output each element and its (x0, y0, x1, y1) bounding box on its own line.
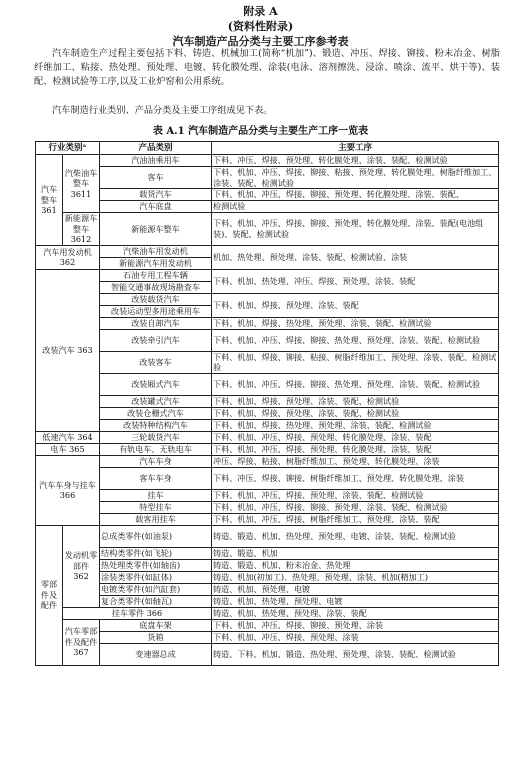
table-row (36, 443, 499, 455)
table-row (36, 431, 499, 443)
process-cell: 机加、热处理、预处理、涂装、装配、检测试验、涂装 (212, 245, 499, 269)
table-row (36, 245, 499, 257)
table-row (36, 269, 499, 281)
table-row (36, 631, 499, 643)
appendix-heading: 汽车制造产品分类与主要工序参考表 (172, 35, 349, 48)
product-cell: 热处理类零件(如轴齿) (100, 559, 212, 571)
process-cell: 下料、机加、冲压、焊接、预处理、涂装、装配、检测试验 (212, 489, 499, 501)
product-cell: 改装罐式汽车 (100, 395, 212, 407)
process-cell: 下料、机加、冲压、焊接、铆接、热处理、预处理、涂装、装配、检测试验 (212, 329, 499, 351)
process-cell: 下料、机加、冲压、焊接、铆接、预处理、涂装、装配、检测试验 (212, 501, 499, 513)
category-electric: 电车 365 (36, 443, 100, 455)
process-cell: 下料、机加、冲压、焊接、铆接、预处理、涂装 (212, 619, 499, 631)
product-cell: 新能源车整车 (100, 213, 212, 246)
process-cell: 下料、机加、冲压、焊接、铆接、预处理、转化膜处理、涂装、装配(电池组装)、装配、检测试验 (212, 213, 499, 246)
table-row (36, 213, 499, 239)
product-cell: 电镀类零件(如汽缸套) (100, 583, 212, 595)
process-cell: 下料、机加、冲压、焊接、预处理、涂装 (212, 631, 499, 643)
process-cell: 铸造、机加、预处理、电镀 (212, 583, 499, 595)
product-cell: 底盘车架 (100, 619, 212, 631)
process-cell: 下料、机加、冲压、焊接、树脂纤维加工、预处理、涂装、装配 (212, 513, 499, 525)
table-row (36, 155, 499, 167)
process-cell: 下料、机加、焊接、预处理、涂装、装配、检测试验 (212, 395, 499, 407)
table-row (36, 467, 499, 489)
appendix-subtitle: (资料性附录) (227, 20, 294, 33)
product-cell: 改装牵引汽车 (100, 329, 212, 351)
table-row (36, 395, 499, 407)
table-caption: 表 A.1 汽车制造产品分类与主要生产工序一览表 (152, 126, 369, 137)
process-cell: 下料、机加、焊接、铆接、粘接、树脂纤维加工、预处理、涂装、装配、检测试验 (212, 351, 499, 373)
process-cell: 铸造、机加(初加工)、热处理、预处理、涂装、机加(精加工) (212, 571, 499, 583)
table-row (36, 583, 499, 595)
process-cell: 铸造、下料、机加、锻造、热处理、预处理、涂装、装配、检测试验 (212, 643, 499, 665)
product-cell: 特型挂车 (100, 501, 212, 513)
process-cell: 铸造、机加、热处理、预处理、电镀 (212, 595, 499, 607)
table-row (36, 317, 499, 329)
product-cell: 改装运动型多用途乘用车 (100, 305, 212, 317)
header-product: 产品类别 (100, 142, 212, 155)
process-cell: 冲压、焊接、粘接、树脂纤维加工、预处理、转化膜处理、涂装 (212, 455, 499, 467)
product-cell: 智能交通事故现场勘查车 (100, 281, 212, 293)
process-cell: 下料、机加、焊接、热处理、预处理、涂装、装配、检测试验 (212, 419, 499, 431)
product-cell: 客车车身 (100, 467, 212, 489)
product-cell: 汽柴油车用发动机 (100, 245, 212, 257)
table-row (36, 501, 499, 513)
process-cell: 下料、冲压、焊接、铆接、树脂纤维加工、预处理、转化膜处理、涂装 (212, 467, 499, 489)
table-row (36, 419, 499, 431)
process-cell: 下料、机加、冲压、焊接、铆接、热处理、预处理、涂装、装配、检测试验 (212, 373, 499, 395)
process-cell: 下料、机加、焊接、热处理、预处理、涂装、装配、检测试验 (212, 317, 499, 329)
subcategory-nev: 新能源车整车 3612 (63, 213, 100, 246)
header-industry: 行业类别ᵃ (36, 142, 100, 155)
process-cell: 铸造、机加、热处理、预处理、涂装、装配 (212, 607, 499, 619)
product-cell: 改装特种结构汽车 (100, 419, 212, 431)
product-cell: 新能源汽车用发动机 (100, 257, 212, 269)
process-cell: 检测试验 (212, 201, 499, 213)
product-cell: 石油专用工程车辆 (100, 269, 212, 281)
table-row (36, 201, 499, 213)
category-low-speed: 低速汽车 364 (36, 431, 100, 443)
process-cell: 下料、机加、冲压、焊接、铆接、预处理、转化膜处理、涂装、装配、 (212, 189, 499, 201)
product-cell: 结构类零件(如飞轮) (100, 547, 212, 559)
product-cell: 改装仓栅式汽车 (100, 407, 212, 419)
process-cell: 下料、机加、冲压、焊接、预处理、转化膜处理、涂装、装配 (212, 443, 499, 455)
table-row (36, 189, 499, 201)
product-cell: 有轨电车、无轨电车 (100, 443, 212, 455)
table-row (36, 351, 499, 373)
table-row (36, 167, 499, 189)
product-cell: 载客用挂车 (100, 513, 212, 525)
subcategory-fuel: 汽柴油车整车 3611 (63, 155, 100, 213)
process-cell: 下料、机加、焊接、预处理、涂装、装配、检测试验 (212, 407, 499, 419)
intro-paragraph: 汽车制造生产过程主要包括下料、铸造、机械加工(简称“机加”)、锻造、冲压、焊接、铆接、粉末冶金、树脂纤维加工、粘接、热处理、预处理、电镀、转化膜处理、涂装(电泳、溶剂擦洗、浸涂、喷涂、流平、烘干等)、装配、检测试验等工序,以及工业炉窑和公用系统。 (34, 48, 500, 87)
header-process: 主要工序 (212, 142, 499, 155)
product-cell: 三轮载货汽车 (100, 431, 212, 443)
table-row (36, 525, 499, 547)
table-row (36, 607, 499, 619)
table-row (36, 547, 499, 559)
product-cell: 改装客车 (100, 351, 212, 373)
table-row (36, 489, 499, 501)
product-cell: 汽车车身 (100, 455, 212, 467)
process-cell: 下料、冲压、焊接、预处理、转化膜处理、涂装、装配、检测试验 (212, 155, 499, 167)
product-cell: 改装自卸汽车 (100, 317, 212, 329)
table-row (36, 595, 499, 607)
process-cell: 下料、机加、冲压、焊接、铆接、粘接、预处理、转化膜处理、树脂纤维加工、涂装、装配、检测试验 (212, 167, 499, 189)
subcategory-engine-parts: 发动机零部件 362 (63, 525, 100, 607)
product-cell: 载货汽车 (100, 189, 212, 201)
product-cell: 挂车零件 366 (63, 607, 212, 619)
process-cell: 下料、机加、焊接、预处理、涂装、装配 (212, 293, 499, 317)
process-cell: 铸造、锻造、机加 (212, 547, 499, 559)
process-cell: 下料、机加、冲压、焊接、预处理、转化膜处理、涂装、装配 (212, 431, 499, 443)
appendix-title: 附录 A (243, 5, 278, 18)
table-row (36, 407, 499, 419)
product-cell: 货箱 (100, 631, 212, 643)
table-row (36, 293, 499, 305)
category-engine: 汽车用发动机 362 (36, 245, 100, 269)
process-cell: 铸造、锻造、机加、粉末冶金、热处理 (212, 559, 499, 571)
table-row (36, 571, 499, 583)
category-parts: 零部件及配件 (36, 525, 63, 665)
table-row (36, 559, 499, 571)
product-cell: 复合类零件(如轴瓦) (100, 595, 212, 607)
product-cell: 挂车 (100, 489, 212, 501)
table-row (36, 513, 499, 525)
product-cell: 总成类零件(如油泵) (100, 525, 212, 547)
process-cell: 铸造、锻造、机加、热处理、预处理、电镀、涂装、装配、检测试验 (212, 525, 499, 547)
table-row (36, 455, 499, 467)
category-body-trailer: 汽车车身与挂车 366 (36, 455, 100, 525)
process-cell: 下料、机加、热处理、冲压、焊接、预处理、涂装、装配 (212, 269, 499, 293)
product-cell: 客车 (100, 167, 212, 189)
product-cell: 汽车底盘 (100, 201, 212, 213)
subcategory-car-parts: 汽车零部件及配件 367 (63, 619, 100, 665)
category-modified: 改装汽车 363 (36, 269, 100, 431)
table-header-row (36, 142, 499, 155)
table-row (36, 329, 499, 351)
table-reference-paragraph: 汽车制造行业类别、产品分类及主要工序组成见下表。 (52, 105, 273, 116)
table-row (36, 373, 499, 395)
product-cell: 改装厢式汽车 (100, 373, 212, 395)
product-process-table (35, 141, 499, 666)
product-cell: 汽油油乘用车 (100, 155, 212, 167)
product-cell: 涂装类零件(如缸体) (100, 571, 212, 583)
category-car: 汽车整车 361 (36, 155, 63, 246)
table-row (36, 643, 499, 665)
product-cell: 变速器总成 (100, 643, 212, 665)
product-cell: 改装载货汽车 (100, 293, 212, 305)
table-row (36, 619, 499, 631)
